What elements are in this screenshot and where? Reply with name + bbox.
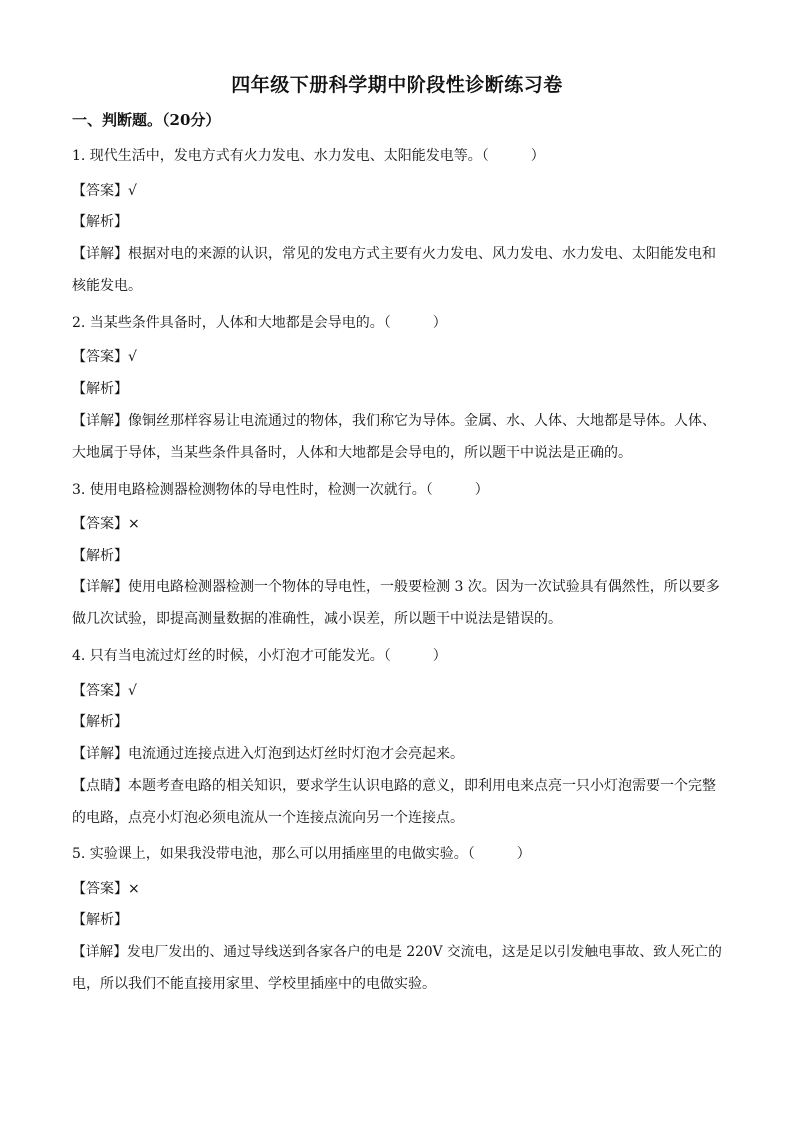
question-4-stem: 4. 只有当电流过灯丝的时候，小灯泡才可能发光。（ ）	[72, 648, 447, 664]
answer-label: 【答案】	[72, 683, 128, 699]
question-4-note-line-2: 的电路，点亮小灯泡必须电流从一个连接点流向另一个连接点。	[72, 810, 464, 826]
question-1-detail-line-1: 【详解】根据对电的来源的认识，常见的发电方式主要有火力发电、风力发电、水力发电、太阳能发电和	[72, 246, 716, 262]
question-4-analysis-label: 【解析】	[72, 714, 128, 730]
question-5-detail-line-2: 电，所以我们不能直接用家里、学校里插座中的电做实验。	[72, 976, 436, 992]
page-title: 四年级下册科学期中阶段性诊断练习卷	[231, 74, 563, 96]
question-5-analysis-label: 【解析】	[72, 912, 128, 928]
question-3-answer	[72, 514, 732, 534]
question-4-detail-line-1: 【详解】电流通过连接点进入灯泡到达灯丝时灯泡才会亮起来。	[72, 746, 464, 762]
question-3-analysis-label: 【解析】	[72, 548, 128, 564]
answer-value: √	[128, 183, 137, 199]
question-1-answer	[72, 181, 732, 201]
question-2-answer	[72, 347, 732, 367]
question-3-stem: 3. 使用电路检测器检测物体的导电性时，检测一次就行。（ ）	[72, 482, 489, 498]
question-3-detail-line-2: 做几次试验，即提高测量数据的准确性，减小误差，所以题干中说法是错误的。	[72, 611, 562, 627]
question-3-detail-line-1: 【详解】使用电路检测器检测一个物体的导电性，一般要检测 3 次。因为一次试验具有偶然性，所以要多	[72, 579, 720, 595]
question-4-note-line-1: 【点睛】本题考查电路的相关知识，要求学生认识电路的意义，即利用电来点亮一只小灯泡需要一个完整	[72, 778, 716, 794]
question-5-answer	[72, 879, 732, 899]
answer-label: 【答案】	[72, 183, 128, 199]
answer-value: ×	[128, 881, 140, 897]
question-1-detail-line-2: 核能发电。	[72, 278, 142, 294]
question-1-stem: 1. 现代生活中，发电方式有火力发电、水力发电、太阳能发电等。（ ）	[72, 148, 545, 164]
answer-value: √	[128, 349, 137, 365]
question-2-detail-line-1: 【详解】像铜丝那样容易让电流通过的物体，我们称它为导体。金属、水、人体、大地都是导体。人体、	[72, 413, 716, 429]
question-4-answer	[72, 681, 732, 701]
answer-label: 【答案】	[72, 881, 128, 897]
answer-value: √	[128, 683, 137, 699]
question-5-stem: 5. 实验课上，如果我没带电池，那么可以用插座里的电做实验。（ ）	[72, 846, 531, 862]
question-2-stem: 2. 当某些条件具备时，人体和大地都是会导电的。（ ）	[72, 315, 447, 331]
question-2-analysis-label: 【解析】	[72, 381, 128, 397]
section-heading: 一、判断题。（20分）	[72, 111, 221, 129]
answer-label: 【答案】	[72, 349, 128, 365]
answer-label: 【答案】	[72, 516, 128, 532]
answer-value: ×	[128, 516, 140, 532]
question-1-analysis-label: 【解析】	[72, 214, 128, 230]
question-2-detail-line-2: 大地属于导体，当某些条件具备时，人体和大地都是会导电的，所以题干中说法是正确的。	[72, 445, 632, 461]
question-5-detail-line-1: 【详解】发电厂发出的、通过导线送到各家各户的电是 220V 交流电，这是足以引发触电事故、致人死亡的	[72, 944, 722, 960]
